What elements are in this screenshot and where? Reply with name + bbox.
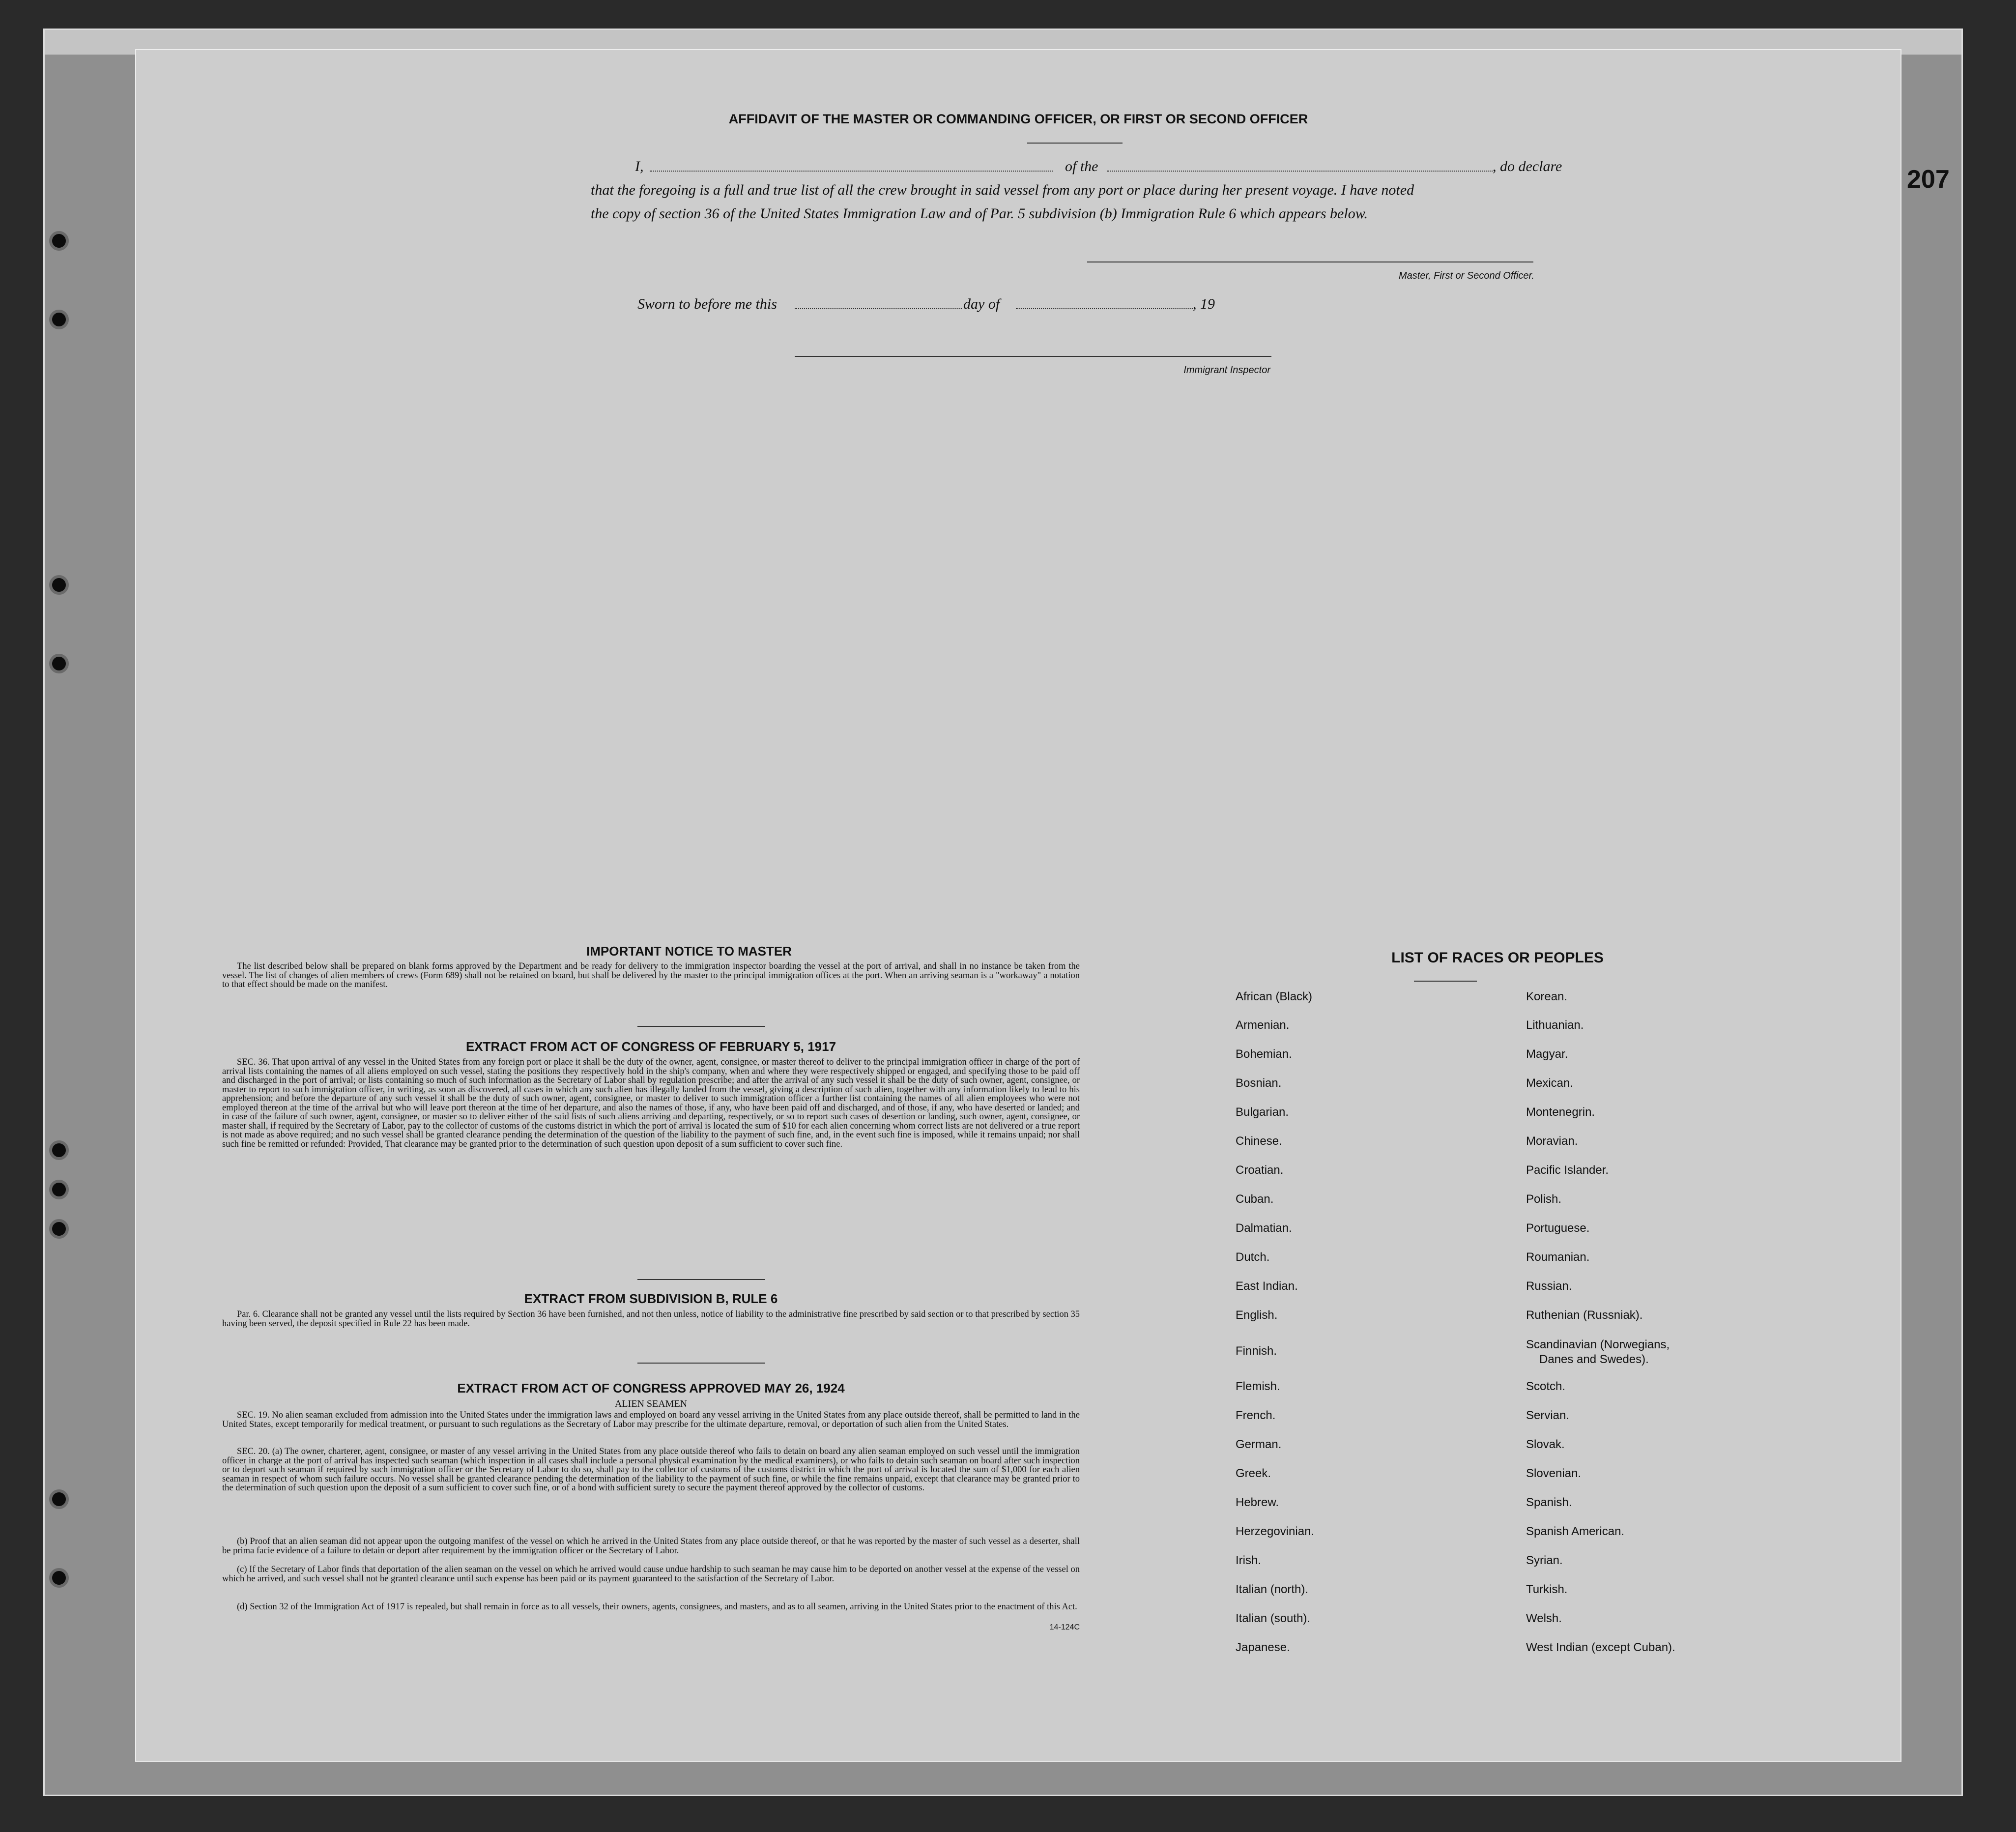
sworn-day-line[interactable] (795, 308, 962, 309)
race-right: Moravian. (1526, 1134, 1578, 1148)
race-left: Croatian. (1236, 1163, 1284, 1177)
race-right: Pacific Islander. (1526, 1163, 1609, 1177)
section-divider (637, 1279, 765, 1280)
race-right: Welsh. (1526, 1612, 1562, 1625)
race-right: Slovak. (1526, 1438, 1565, 1451)
race-right: Roumanian. (1526, 1250, 1590, 1264)
race-right: Spanish American. (1526, 1525, 1625, 1538)
extract-1917-title: EXTRACT FROM ACT OF CONGRESS OF FEBRUARY 5, 1917 (465, 1039, 836, 1054)
race-left: Cuban. (1236, 1192, 1274, 1206)
binder-hole (49, 575, 69, 595)
affidavit-declare: , do declare (1493, 158, 1562, 174)
race-right: Slovenian. (1526, 1467, 1582, 1480)
page-number: 207 (1907, 165, 1950, 194)
form-page (135, 49, 1901, 1762)
race-right: Spanish. (1526, 1496, 1572, 1509)
inspector-signature-line[interactable] (795, 356, 1271, 357)
race-right: Ruthenian (Russniak). (1526, 1309, 1643, 1322)
race-right: Syrian. (1526, 1554, 1563, 1567)
race-left: Italian (north). (1236, 1583, 1309, 1596)
race-right: Servian. (1526, 1409, 1570, 1422)
extract-rule6-title: EXTRACT FROM SUBDIVISION B, RULE 6 (524, 1291, 778, 1306)
race-left: Hebrew. (1236, 1496, 1279, 1509)
race-left: Japanese. (1236, 1641, 1290, 1654)
race-right: Mexican. (1526, 1076, 1574, 1090)
binder-hole (49, 231, 69, 251)
race-left: Italian (south). (1236, 1612, 1311, 1625)
extract-1924-subtitle: ALIEN SEAMEN (614, 1398, 688, 1409)
binder-hole (49, 1180, 69, 1199)
sworn-month-line[interactable] (1016, 308, 1193, 309)
race-left: Dalmatian. (1236, 1221, 1292, 1235)
race-left: Bohemian. (1236, 1047, 1292, 1061)
race-left: Bosnian. (1236, 1076, 1282, 1090)
extract-1917-body: SEC. 36. That upon arrival of any vessel in the United States from any foreign port or place it shall be the duty of the owner, agent, consignee, or master thereof to deliver to the principal immigration officer in charge of the port of arrival lists containing the names of all aliens employed on such vessel, stating the positions they respectively hold in the ship's company, when and where they were respectively shipped or engaged, and specifying those to be paid off and discharged in the port of arrival; or lists containing so much of such information as the Secretary of Labor shall by regulation prescribe; and after the arrival of any such vessel it shall be the duty of such owner, agent, consignee, or master to report to such immigration officer, in writing, as soon as discovered, all cases in which any such alien has illegally landed from the vessel, giving a description of such alien, together with any information likely to lead to his apprehension; and before the departure of any such vessel it shall be the duty of such owner, agent, consignee, or master to deliver to such immigration officer a further list containing the names of all alien employees who were not employed thereon at the time of the arrival but who will leave port thereon at the time of her departure, and also the names of those, if any, who have been paid off and discharged, and of those, if any, who have deserted or landed; and in case of the failure of such owner, agent, consignee, or master so to deliver either of the said lists of such aliens arriving and departing, respectively, or so to report such cases of desertion or landing, such owner, agent, consignee, or master shall, if required by the Secretary of Labor, pay to the collector of customs of the customs district in which the port of arrival is located the sum of $10 for each alien concerning whom correct lists are not delivered or a true report is not made as above required; and no such vessel shall be granted clearance pending the determination of the question of the liability to the payment of such fine, and, in the event such fine is imposed, while it remains unpaid; nor shall such fine be remitted or refunded: Provided, That clearance may be granted prior to the determination of such question upon deposit of a sum sufficient to cover such fine. (222, 1057, 1080, 1149)
sworn-year: , 19 (1193, 296, 1215, 312)
extract-rule6-body: Par. 6. Clearance shall not be granted any vessel until the lists required by Section 36 have been furnished, and not then unless, notice of liability to the administrative fine prescribed by said section or to that prescribed by section 35 having been served, the deposit specified in Rule 22 has been made. (222, 1309, 1080, 1329)
race-right: Montenegrin. (1526, 1105, 1595, 1119)
sworn-prefix: Sworn to before me this (637, 296, 777, 312)
binder-hole (49, 1568, 69, 1588)
race-right: Korean. (1526, 990, 1568, 1003)
race-right: Scotch. (1526, 1380, 1566, 1393)
race-right: West Indian (except Cuban). (1526, 1641, 1675, 1654)
section-divider (637, 1363, 765, 1364)
race-left: Chinese. (1236, 1134, 1282, 1148)
race-right: Portuguese. (1526, 1221, 1590, 1235)
race-left: German. (1236, 1438, 1282, 1451)
binder-hole (49, 1219, 69, 1239)
vessel-line[interactable] (1107, 171, 1493, 172)
race-left: English. (1236, 1309, 1278, 1322)
form-number: 14-124C (1049, 1623, 1080, 1631)
binder-hole (49, 310, 69, 329)
affidavit-title: AFFIDAVIT OF THE MASTER OR COMMANDING OFFICER, OR FIRST OR SECOND OFFICER (728, 112, 1308, 126)
race-right: Scandinavian (Norwegians, (1526, 1338, 1670, 1351)
notice-body: The list described below shall be prepared on blank forms approved by the Department and be ready for delivery to the immigration inspector boarding the vessel at the port of arrival, and shall in no instance be taken from the vessel. The list of changes of alien members of crews (Form 689) shall not be retained on board, but shall be delivered by the master to the principal immigration offices at the port. When an arriving seaman is a "workaway" a notation to that effect should be made on the manifest. (222, 961, 1080, 989)
race-left: East Indian. (1236, 1279, 1298, 1293)
race-left: Irish. (1236, 1554, 1262, 1567)
race-right: Turkish. (1526, 1583, 1568, 1596)
section-divider (637, 1026, 765, 1027)
binder-hole (49, 654, 69, 673)
inspector-caption: Immigrant Inspector (1183, 365, 1270, 376)
master-signature-caption: Master, First or Second Officer. (1398, 270, 1534, 281)
race-left: Dutch. (1236, 1250, 1270, 1264)
extract-1924-sec20b: (b) Proof that an alien seaman did not appear upon the outgoing manifest of the vessel on which he arrived in the United States from any place outside thereof, or that he was reported by the master of such vessel as a deserter, shall be prima facie evidence of a failure to detain or deport after requirement by the immigration officer or the Secretary of Labor. (222, 1537, 1080, 1556)
sworn-day-of: day of (963, 296, 1000, 312)
extract-1924-sec20a: SEC. 20. (a) The owner, charterer, agent, consignee, or master of any vessel arriving in the United States from any place outside thereof who fails to detain on board any alien seaman employed on such vessel until the immigration officer in charge at the port of arrival has inspected such seaman (which inspection in all cases shall include a personal physical examination by the medical examiners), or who fails to detain such seaman on board after such inspection or to deport such seaman if required by such immigration officer or the Secretary of Labor to do so, shall pay to the collector of customs of the customs district in which the port of arrival is located the sum of $1,000 for each alien seaman in respect of whom such failure occurs. No vessel shall be granted clearance pending the determination of the liability to the payment of such fine, or while the fine remains unpaid, except that clearance may be granted prior to the determination of such question upon the deposit of a sum sufficient to cover such fine, or of a bond with sufficient surety to secure the payment thereof approved by the collector of customs. (222, 1447, 1080, 1493)
extract-1924-title: EXTRACT FROM ACT OF CONGRESS APPROVED MAY 26, 1924 (457, 1381, 845, 1396)
affidavit-i: I, (635, 158, 644, 174)
races-title-rule (1414, 981, 1477, 982)
race-left: Greek. (1236, 1467, 1271, 1480)
race-right: Lithuanian. (1526, 1018, 1584, 1032)
extract-1924-sec20d: (d) Section 32 of the Immigration Act of 1917 is repealed, but shall remain in force as to all vessels, their owners, agents, consignees, and masters, and as to all seamen, arriving in the United States prior to the enactment of this Act. (237, 1602, 1077, 1612)
race-right: Russian. (1526, 1279, 1572, 1293)
race-left: French. (1236, 1409, 1276, 1422)
notice-title: IMPORTANT NOTICE TO MASTER (586, 944, 792, 959)
race-left: Herzegovinian. (1236, 1525, 1315, 1538)
extract-1924-sec20c: (c) If the Secretary of Labor finds that deportation of the alien seaman on the vessel on which he arrived would cause undue hardship to such seaman he may cause him to be deported on another vessel at the expense of the vessel on which he arrived, and such vessel shall not be granted clearance until such expense has been paid or its payment guaranteed to the satisfaction of the Secretary of Labor. (222, 1565, 1080, 1584)
race-left: Finnish. (1236, 1344, 1277, 1358)
title-rule (1027, 143, 1123, 144)
race-right: Magyar. (1526, 1047, 1568, 1061)
name-line[interactable] (650, 171, 1053, 172)
affidavit-line2: that the foregoing is a full and true list of all the crew brought in said vessel from any port or place during her present voyage. I have noted (591, 182, 1414, 198)
affidavit-of-the: of the (1065, 158, 1098, 174)
race-right-continuation: Danes and Swedes). (1539, 1353, 1649, 1366)
binder-hole (49, 1489, 69, 1509)
races-title: LIST OF RACES OR PEOPLES (1391, 950, 1604, 966)
affidavit-line3: the copy of section 36 of the United States Immigration Law and of Par. 5 subdivision (b) Immigration Rule 6 which appears below. (591, 205, 1368, 222)
race-left: African (Black) (1236, 990, 1313, 1003)
race-left: Bulgarian. (1236, 1105, 1289, 1119)
extract-1924-sec19: SEC. 19. No alien seaman excluded from admission into the United States under the immigration laws and employed on board any vessel arriving in the United States from any place outside thereof, shall be permitted to land in the United States, except temporarily for medical treatment, or pursuant to such regulations as the Secretary of Labor may prescribe for the ultimate departure, removal, or deportation of such alien from the United States. (222, 1410, 1080, 1429)
race-right: Polish. (1526, 1192, 1562, 1206)
binder-hole (49, 1140, 69, 1160)
race-left: Armenian. (1236, 1018, 1290, 1032)
race-left: Flemish. (1236, 1380, 1280, 1393)
